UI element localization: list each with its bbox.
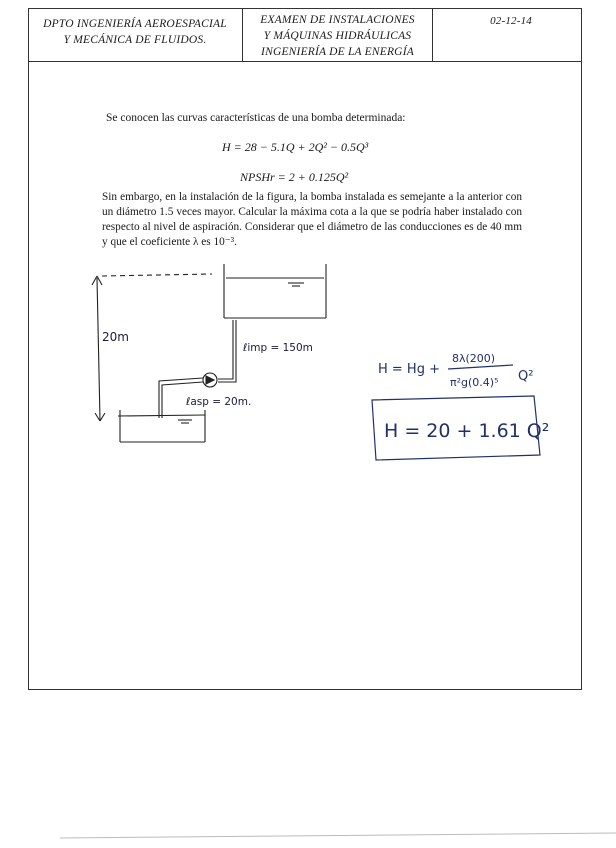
department-line-2: Y MECÁNICA DE FLUIDOS. xyxy=(63,34,207,46)
handwritten-fraction-numerator: 8λ(200) xyxy=(452,352,496,365)
exam-line-3: INGENIERÍA DE LA ENERGÍA xyxy=(261,46,414,58)
department-line-1: DPTO INGENIERÍA AEROESPACIAL xyxy=(43,18,227,30)
impulsion-length-label: ℓimp = 150m xyxy=(243,342,313,354)
problem-intro: Se conocen las curvas características de una bomba determinada: xyxy=(106,112,406,124)
problem-statement: Sin embargo, en la instalación de la figura, la bomba instalada es semejante a la anterior con un diámetro 1.5 veces mayor. Calcular la máxima cota a la que se podría haber instalado con respecto al nivel de aspiración. Considerar que el diámetro de las conducciones es de 40 mm y que el coeficiente λ es 10⁻³. xyxy=(102,191,522,248)
aspiration-length-label: ℓasp = 20m. xyxy=(186,396,252,408)
handwritten-fraction-denominator: π²g(0.4)⁵ xyxy=(450,376,499,389)
handwritten-equation-lhs: H = Hg + xyxy=(378,362,440,377)
exam-date: 02-12-14 xyxy=(490,15,532,27)
exam-line-1: EXAMEN DE INSTALACIONES xyxy=(260,14,415,26)
height-label: 20m xyxy=(102,330,129,344)
handwritten-q-squared: Q² xyxy=(518,369,534,384)
exam-line-2: Y MÁQUINAS HIDRÁULICAS xyxy=(263,30,412,42)
fraction-bar xyxy=(448,365,513,369)
equation-head: H = 28 − 5.1Q + 2Q² − 0.5Q³ xyxy=(222,140,369,154)
handwritten-boxed-result: H = 20 + 1.61 Q² xyxy=(384,420,550,442)
scan-edge-line xyxy=(60,833,616,838)
upper-tank xyxy=(224,264,326,318)
equation-npsh: NPSHr = 2 + 0.125Q² xyxy=(240,170,349,184)
pump-icon xyxy=(203,373,217,387)
